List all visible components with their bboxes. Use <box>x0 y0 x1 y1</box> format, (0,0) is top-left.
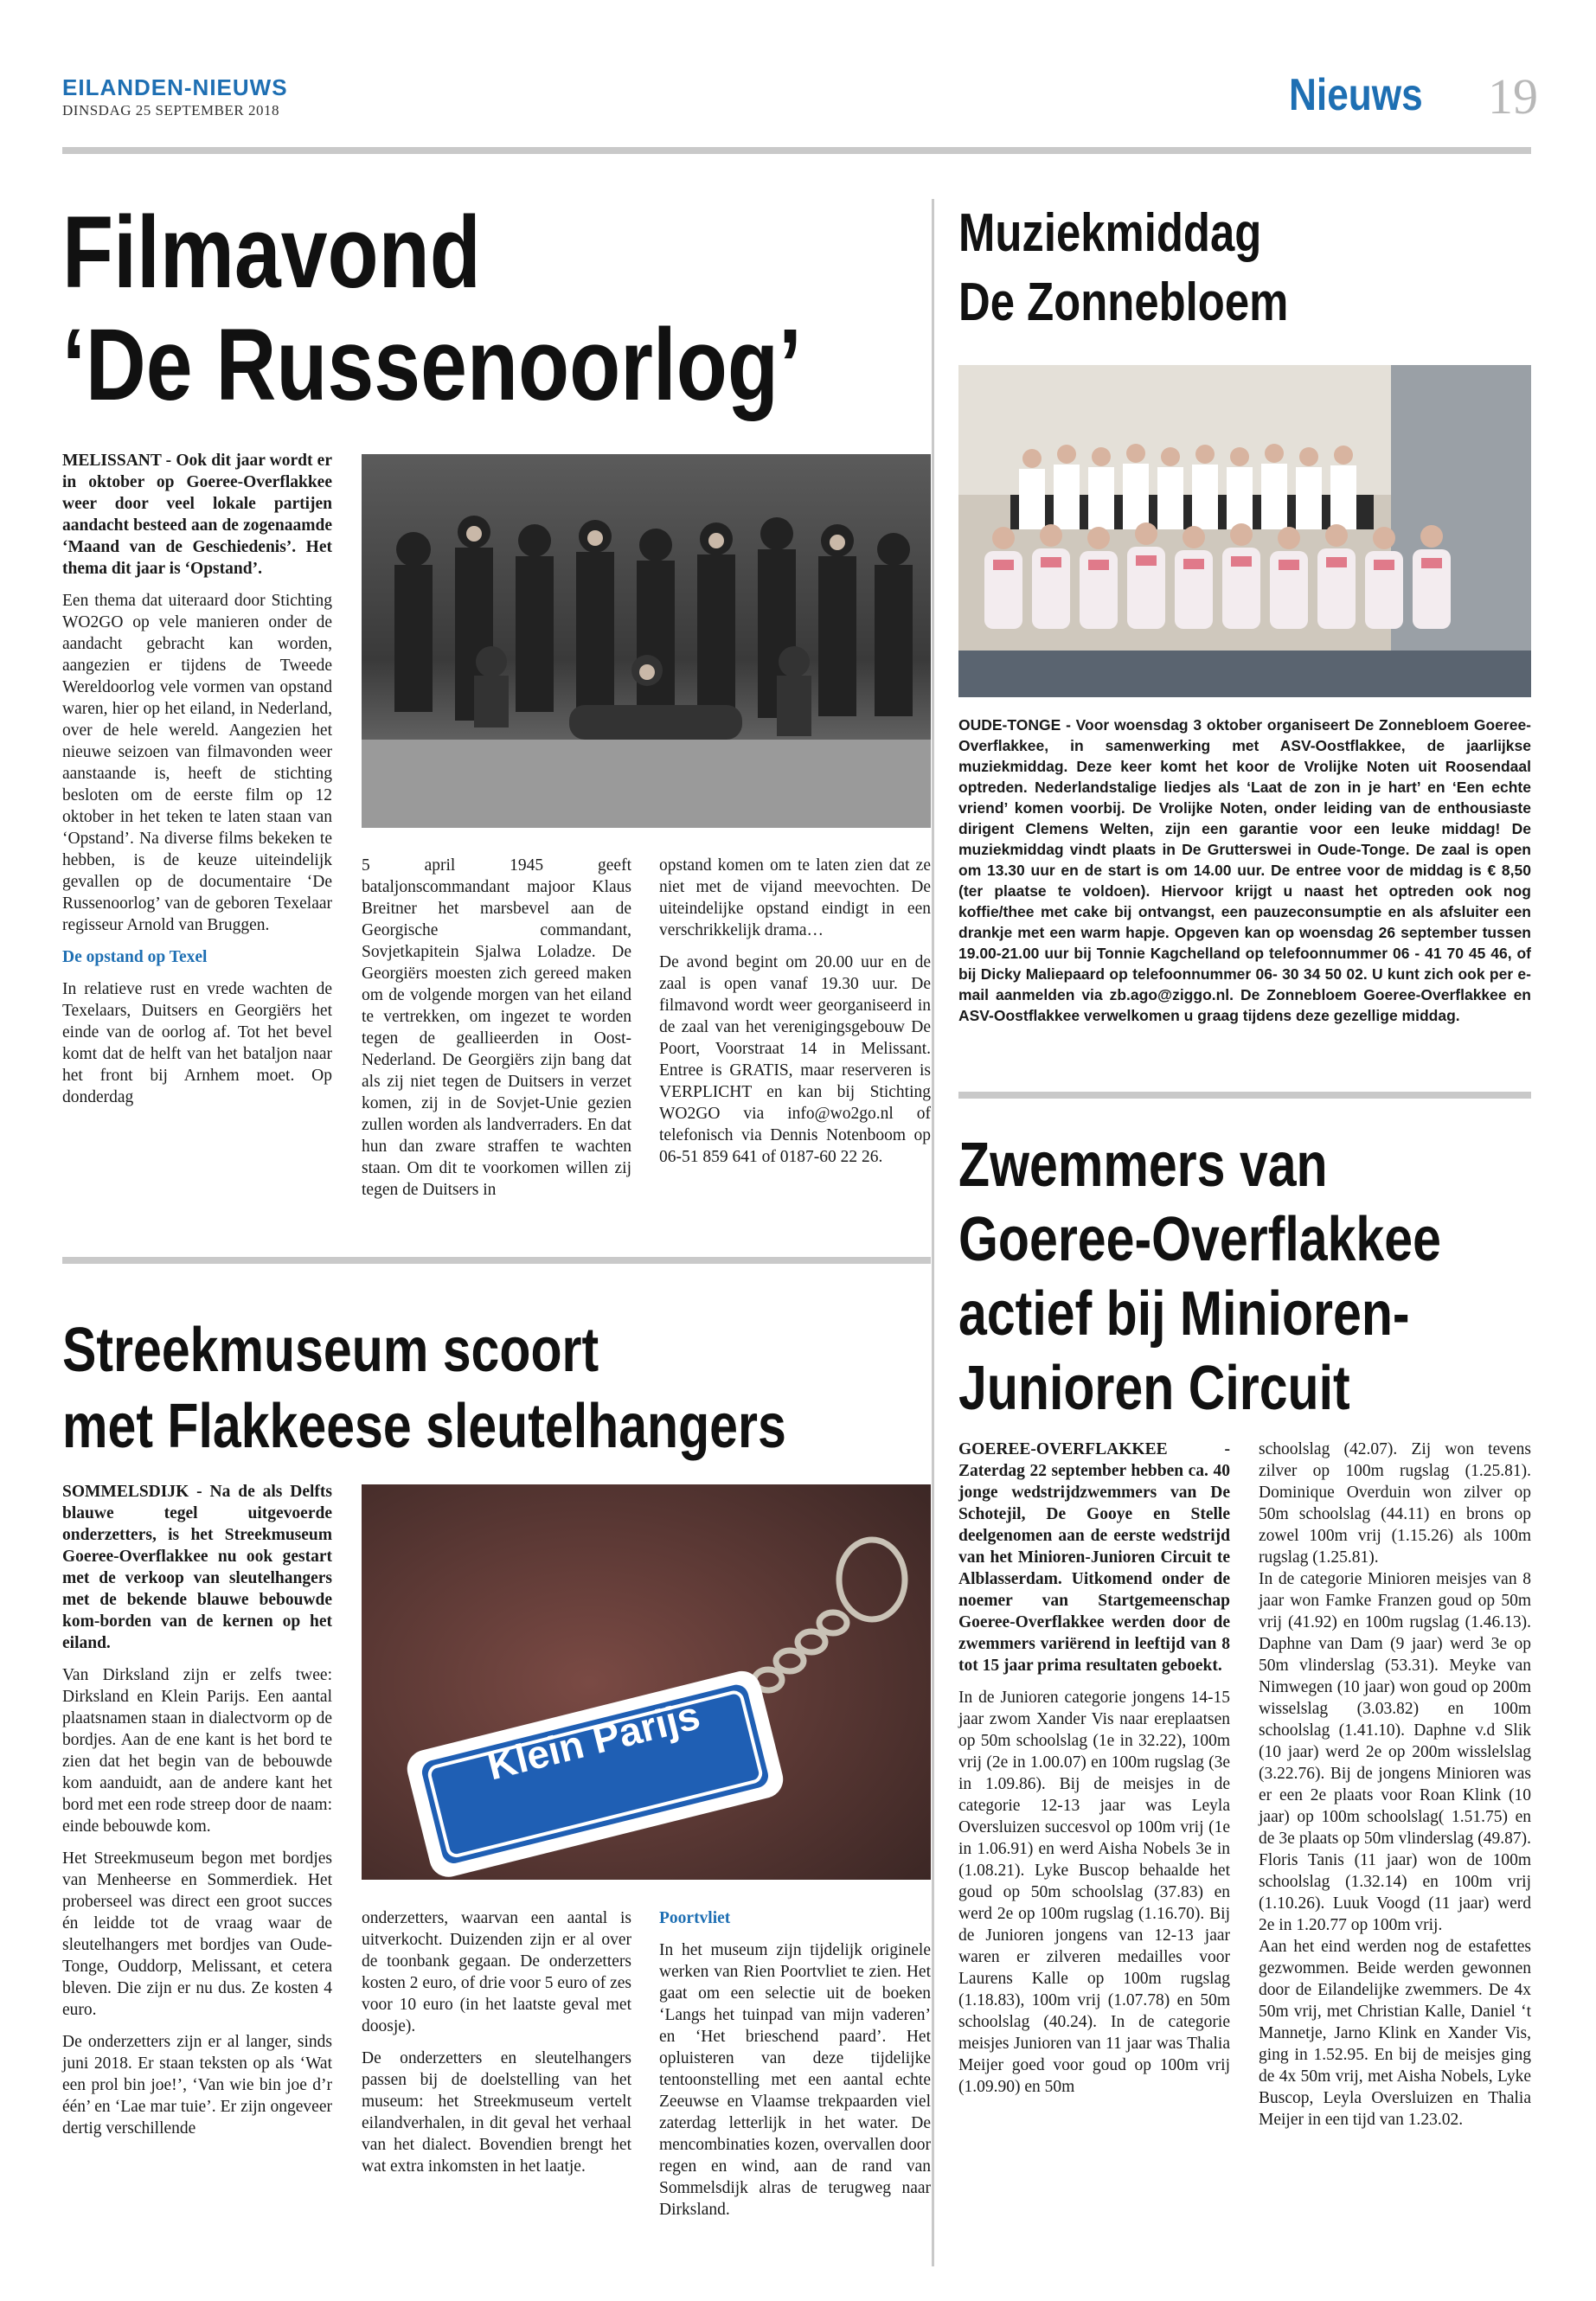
film-col-2 <box>362 855 631 1211</box>
film-paragraph: In relatieve rust en vrede wachten de Texelaars, Duitsers en Georgiërs het einde van de oorlog af. Tot het bevel komt dat de helft van het bataljon naar het front bij Arnhem moet. Op donderdag <box>62 980 332 1106</box>
museum-col-1 <box>62 1481 332 2150</box>
film-col-3 <box>659 855 931 1178</box>
section-title: Nieuws <box>1289 70 1423 120</box>
choir-photo <box>958 365 1531 697</box>
swim-paragraph: schoolslag (42.07). Zij won tevens zilver op 100m rugslag (1.25.81). Dominique Overduin won zilver op 50m schoolslag (44.11) en brons op zowel 100m vrij (1.15.26) als 100m rugslag (1.25.81). <box>1259 1440 1531 1567</box>
paper-masthead: EILANDEN-NIEUWS <box>62 74 288 100</box>
keychain-illustration <box>362 1484 931 1880</box>
section-rule <box>62 1257 931 1264</box>
museum-headline-1: Streekmuseum scoort <box>62 1316 599 1385</box>
museum-paragraph: onderzetters, waarvan een aantal is uitverkocht. Duizenden zijn er al over de toonbank gegaan. De onderzetters kosten 2 euro, of drie voor 5 euro of zes voor 10 euro (in het laatste geval met doosje). <box>362 1909 631 2035</box>
museum-paragraph: In het museum zijn tijdelijk originele werken van Rien Poortvliet te zien. Het gaat om een selectie uit de boeken ‘Langs het tuinpad van mijn vaderen’ en ‘Het brieschend paard’. Het opluisteren van deze tijdelijke tentoonstelling met een aantal echte Zeeuwse en Vlaamse trekpaarden viel zaterdag letterlijk in het water. De mencombinaties kozen, overvallen door regen en wind, aan de rand van Sommelsdijk alras de terugweg naar Dirksland. <box>659 1941 931 2219</box>
swim-headline-3: actief bij Minioren- <box>958 1279 1410 1349</box>
column-divider <box>932 199 934 2266</box>
group-photo-illustration <box>362 454 931 828</box>
zonnebloem-headline-1: Muziekmiddag <box>958 203 1262 263</box>
museum-paragraph: Het Streekmuseum begon met bordjes van Menheerse en Sommerdiek. Het proberseel was direct een groot succes én leidde tot de vraag waar de sleutelhangers met bordjes van Oude-Tonge, Ouddorp, Melissant, et cetera bleven. Die zijn er nu dus. Ze kosten 4 euro. <box>62 1849 332 2019</box>
museum-paragraph: De onderzetters en sleutelhangers passen bij de doelstelling van het museum: het Streekmuseum vertelt eilandverhalen, in dit geval het verhaal van het dialect. Bovendien brengt het wat extra inkomsten in het laatje. <box>362 2049 631 2176</box>
swim-lead: GOEREE-OVERFLAKKEE - Zaterdag 22 september hebben ca. 40 jonge wedstrijdzwemmers van De Schotejil, De Gooye en Stelle deelgenomen aan de eerste wedstrijd van het Minioren-Junioren Circuit te Alblasserdam. Uitkomend onder de noemer van Startgemeenschap Goeree-Overflakkee werden door de zwemmers variërend in leeftijd van 8 tot 15 jaar prima resultaten geboekt. <box>958 1440 1230 1675</box>
swim-headline-4: Junioren Circuit <box>958 1354 1350 1423</box>
film-paragraph: opstand komen om te laten zien dat ze niet met de vijand meevochten. De uiteindelijke opstand eindigt in een verschrikkelijk drama… <box>659 856 931 939</box>
museum-subhead: Poortvliet <box>659 1909 731 1927</box>
film-paragraph: 5 april 1945 geeft bataljonscommandant majoor Klaus Breitner het marsbevel aan de Georgische commandant, Sovjetkapitein Sjalwa Loladze. De Georgiërs moesten zich gereed maken om de volgende morgen van het eiland te vertrekken, om ingezet te worden tegen de geallieerden in Oost-Nederland. De Georgiërs zijn bang dat als zij niet tegen de Duitsers in verzet komen, zij in de Sovjet-Unie gezien zullen worden als landverraders. En dat hun dan zware straffen te wachten staan. Om dit te voorkomen willen zij tegen de Duitsers in <box>362 856 631 1199</box>
zonnebloem-body: OUDE-TONGE - Voor woensdag 3 oktober organiseert De Zonnebloem Goeree-Overflakkee, in samenwerking met ASV-Oostflakkee, de jaarlijkse muziekmiddag. Deze keer komt het koor de Vrolijke Noten uit Roosendaal optreden. Nederlandstalige liedjes als ‘Laat de zon in je hart’ en ‘Een echte vriend’ komen voorbij. De Vrolijke Noten, onder leiding van de enthousiaste dirigent Clemens Welten, zijn een garantie voor een leuke middag! De muziekmiddag vindt plaats in De Grutterswei in Oude-Tonge. De zaal is open om 13.30 uur en de start is om 14.00 uur. De entree voor de middag is € 8,50 (ter plaatse te voldoen). Hiervoor krijgt u naast het optreden ook nog koffie/thee met cake bij ontvangst, een pauzeconsumptie en als afsluiter een drankje met een warm hapje. Opgeven kan op woensdag 26 september tussen 19.00-21.00 uur bij Tonnie Kagchelland op telefoonnummer 06 - 41 70 45 46, of bij Dicky Maliepaard op telefoonnummer 06- 30 34 50 02. U kunt zich ook per e-mail aanmelden via zb.ago@ziggo.nl. De Zonnebloem Goeree-Overflakkee en ASV-Oostflakkee verwelkomen u graag tijdens deze gezellige middag. <box>958 716 1531 1024</box>
film-headline-1: Filmavond <box>62 195 481 310</box>
section-rule <box>958 1092 1531 1099</box>
film-paragraph: Een thema dat uiteraard door Stichting WO2GO op vele manieren onder de aandacht gebracht kan worden, aangezien er tijdens de Tweede Wereldoorlog vele vormen van opstand waren, hier op het eiland, in Nederland, over de hele wereld. Aangezien het nieuwe seizoen van filmavonden weer aanstaande is, heeft de stichting besloten om de eerste film op 12 oktober in het teken te laten staan van ‘Opstand’. Na diverse films bekeken te hebben, is de keuze uiteindelijk gevallen op de documentaire ‘De Russenoorlog’ van de geboren Texelaar regisseur Arnold van Bruggen. <box>62 592 332 934</box>
swim-paragraph: Aan het eind werden nog de estafettes gezwommen. Beide werden gewonnen door de Eilandelijke zwemmers. De 4x 50m vrij, met Christian Kalle, Daniel ‘t Mannetje, Jarno Klink en Xander Vis, ging in 1.52.95. En bij de meisjes ging de 4x 50m vrij, met Aisha Nobels, Lyke Buscop, Leyla Oversluizen en Thalia Meijer in een tijd van 1.23.02. <box>1259 1938 1531 2129</box>
film-lead: MELISSANT - Ook dit jaar wordt er in oktober op Goeree-Overflakkee weer door veel lokale partijen aandacht besteed aan de zogenaamde ‘Maand van de Geschiedenis’. Het thema dit jaar is ‘Opstand’. <box>62 452 332 578</box>
museum-col-2 <box>362 1907 631 2188</box>
museum-headline-2: met Flakkeese sleutelhangers <box>62 1392 786 1461</box>
page-number: 19 <box>1488 68 1538 125</box>
museum-paragraph: De onderzetters zijn er al langer, sinds juni 2018. Er staan teksten op als ‘Wat een prol bin joe!’, ‘Van wie bin joe d’r één’ en ‘Lae mar tuie’. Er zijn ongeveer dertig verschillende <box>62 2033 332 2138</box>
film-col-1 <box>62 450 332 1118</box>
museum-lead: SOMMELSDIJK - Na de als Delfts blauwe tegel uitgevoerde onderzetters, is het Streekmuseum Goeree-Overflakkee nu ook gestart met de verkoop van sleutelhangers met de bekende blauwe bebouwde kom-borden van de kernen op het eiland. <box>62 1483 332 1652</box>
group-photo <box>362 454 931 828</box>
swim-headline-1: Zwemmers van <box>958 1131 1328 1200</box>
zonnebloem-headline-2: De Zonnebloem <box>958 272 1289 332</box>
keychain-sign-text: Klein Parijs <box>483 1692 704 1789</box>
header-rule <box>62 147 1531 154</box>
film-headline-2: ‘De Russenoorlog’ <box>62 308 802 422</box>
film-paragraph: De avond begint om 20.00 uur en de zaal is open vanaf 19.30 uur. De filmavond wordt weer georganiseerd in de zaal van het verenigingsgebouw De Poort, Voorstraat 14 in Melissant. Entree is GRATIS, maar reserveren is VERPLICHT en kan bij Stichting WO2GO via info@wo2go.nl of telefonisch via Dennis Notenboom op 06-51 859 641 of 0187-60 22 26. <box>659 953 931 1166</box>
swim-col-1 <box>958 1439 1230 2108</box>
keychain-photo <box>362 1484 931 1880</box>
swim-col-2 <box>1259 1439 1531 2131</box>
swim-headline-2: Goeree-Overflakkee <box>958 1205 1441 1274</box>
swim-paragraph: In de Junioren categorie jongens 14-15 jaar zwom Xander Vis naar ereplaatsen op 50m schoolslag (1e in 32.22), 100m vrij (2e in 1.00.07) en 100m rugslag (3e in 1.09.86). Bij de meisjes in de categorie 12-13 jaar was Leyla Oversluizen succesvol op 100m vrij (1e in 1.06.91) en werd Aisha Nobels 3e in (1.08.21). Lyke Buscop behaalde het goud op 50m schoolslag (37.83) en werd 2e op 100m rugslag (1.16.70). Bij de Junioren jongens van 12-13 jaar waren er zilveren medailles voor Laurens Kalle op 100m rugslag (1.18.83), 100m vrij (1.07.78) en 50m schoolslag (40.24). In de categorie meisjes Junioren van 11 jaar was Thalia Meijer goed voor goud op 100m vrij (1.09.90) en 50m <box>958 1689 1230 2096</box>
film-subhead: De opstand op Texel <box>62 948 208 966</box>
choir-illustration <box>958 365 1531 697</box>
swim-paragraph: In de categorie Minioren meisjes van 8 jaar won Famke Franzen goud op 50m vrij (41.92) en 100m rugslag (1.46.13). Daphne van Dam (9 jaar) werd 3e op 50m vlinderslag (53.31). Meyke van Nimwegen (10 jaar) won goud op 200m wisselslag (3.03.82) en 100m schoolslag (1.41.10). Daphne v.d Slik (10 jaar) werd 2e op 200m wisslelslag (3.22.76). Bij de jongens Minioren was er een 2e plaats voor Roan Klink (10 jaar) op 100m schoolslag( 1.51.75) en de 3e plaats op 50m vlinderslag (49.87). Floris Tanis (11 jaar) won de 100m schoolslag (1.32.14) en 100m vrij (1.10.26). Luuk Voogd (11 jaar) werd 2e in 1.20.77 op 100m vrij. <box>1259 1570 1531 1934</box>
museum-paragraph: Van Dirksland zijn er zelfs twee: Dirksland en Klein Parijs. Een aantal plaatsnamen staan in dialectvorm op de bordjes. Aan de ene kant is het bord te zien dat het begin van de bebouwde kom aanduidt, aan de andere kant het bord met een rode streep door de naam: einde bebouwde kom. <box>62 1666 332 1836</box>
issue-date: DINSDAG 25 SEPTEMBER 2018 <box>62 102 279 119</box>
museum-col-3 <box>659 1907 931 2231</box>
